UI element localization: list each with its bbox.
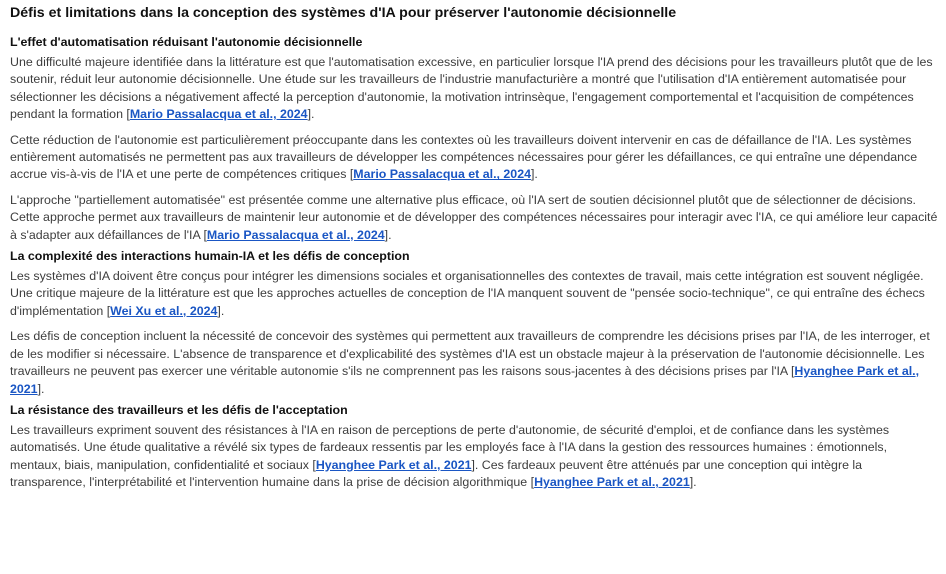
citation-link[interactable]: Mario Passalacqua et al., 2024: [129, 107, 308, 122]
paragraph-text-end: ].: [530, 167, 538, 182]
page-title: Défis et limitations dans la conception des systèmes d'IA pour préserver l'autonomie décisionnelle: [10, 5, 677, 21]
citation-link[interactable]: Hyanghee Park et al., 2021: [534, 475, 690, 490]
paragraph-text-end: ].: [689, 475, 697, 490]
section-heading-resistance: La résistance des travailleurs et les défis de l'acceptation: [10, 402, 348, 417]
paragraph: [10, 192, 938, 244]
paragraph-text: Les défis de conception incluent la nécessité de concevoir des systèmes qui permettent aux travailleurs de comprendre les décisions prises par l'IA, de les interroger, et de les modifier si nécessaire. L'absence de transparence et d'explicabilité des systèmes d'IA est un obstacle majeur à la préservation de l'autonomie décisionnelle. Les travailleurs ne peuvent pas exercer une véritable autonomie s'ils ne comprennent pas les raisons sous-jacentes à des décisions prises par l'IA [: [10, 329, 930, 379]
paragraph: [10, 54, 938, 124]
paragraph-text-mid: ]. Ces fardeaux peuvent être atténués par une conception qui intègre la transparence, l'interprétabilité et l'intervention humaine dans la prise de décision algorithmique [: [10, 457, 863, 490]
paragraph-text-end: ].: [384, 227, 392, 242]
citation-link[interactable]: Wei Xu et al., 2024: [110, 303, 218, 318]
paragraph-text-end: ].: [217, 303, 225, 318]
paragraph-text: Cette réduction de l'autonomie est particulièrement préoccupante dans les contextes où les travailleurs doivent intervenir en cas de défaillance de l'IA. Les systèmes entièrement automatisés ne permettent pas aux travailleurs de développer les compétences nécessaires pour gérer les défaillances, ce qui entraîne une dépendance accrue vis-à-vis de l'IA et une perte de compétences critiques [: [10, 132, 918, 182]
paragraph-text-end: ].: [37, 381, 45, 396]
citation-link[interactable]: Mario Passalacqua et al., 2024: [206, 227, 385, 242]
paragraph-text: Une difficulté majeure identifiée dans la littérature est que l'automatisation excessive, en particulier lorsque l'IA prend des décisions pour les travailleurs plutôt que de les soutenir, réduit leur autonomie décisionnelle. Une étude sur les travailleurs de l'industrie manufacturière a montré que l'utilisation d'IA entièrement automatisée pour sélectionner les décisions a négativement affecté la perception d'autonomie, la motivation intrinsèque, l'engagement comportemental et l'acquisition de compétences pendant la formation [: [10, 55, 933, 122]
section-heading-automation: L'effet d'automatisation réduisant l'autonomie décisionnelle: [10, 35, 363, 49]
paragraph-text: Les travailleurs expriment souvent des résistances à l'IA en raison de perceptions de perte d'autonomie, de sécurité d'emploi, et de confiance dans les systèmes automatisés. Une étude qualitative a révélé six types de fardeaux ressentis par les employés face à l'IA dans la gestion des ressources humaines : émotionnels, mentaux, biais, manipulation, confidentialité et sociaux [: [10, 422, 890, 472]
citation-link[interactable]: Hyanghee Park et al., 2021: [10, 364, 920, 396]
paragraph-text: Les systèmes d'IA doivent être conçus pour intégrer les dimensions sociales et organisationnelles des contextes de travail, mais cette intégration est souvent négligée. Une critique majeure de la littérature est que les approches actuelles de conception de l'IA manquent souvent de "pensée socio-technique", ce qui entraîne des échecs d'implémentation [: [10, 269, 925, 318]
paragraph: [10, 132, 938, 184]
paragraph: [10, 268, 938, 320]
citation-link[interactable]: Mario Passalacqua et al., 2024: [353, 167, 531, 182]
section-heading-interactions: La complexité des interactions humain-IA et les défis de conception: [10, 249, 410, 264]
paragraph: [10, 328, 938, 398]
paragraph: [10, 422, 938, 492]
citation-link[interactable]: Hyanghee Park et al., 2021: [315, 457, 472, 472]
paragraph-text-end: ].: [307, 107, 315, 122]
paragraph-text: L'approche "partiellement automatisée" est présentée comme une alternative plus efficace, où l'IA sert de soutien décisionnel plutôt que de sélectionner de décisions. Cette approche permet aux travailleurs de maintenir leur autonomie et de développer des compétences nécessaires pour interagir avec l'IA, ce qui améliore leur capacité à s'adapter aux défaillances de l'IA [: [10, 192, 938, 242]
